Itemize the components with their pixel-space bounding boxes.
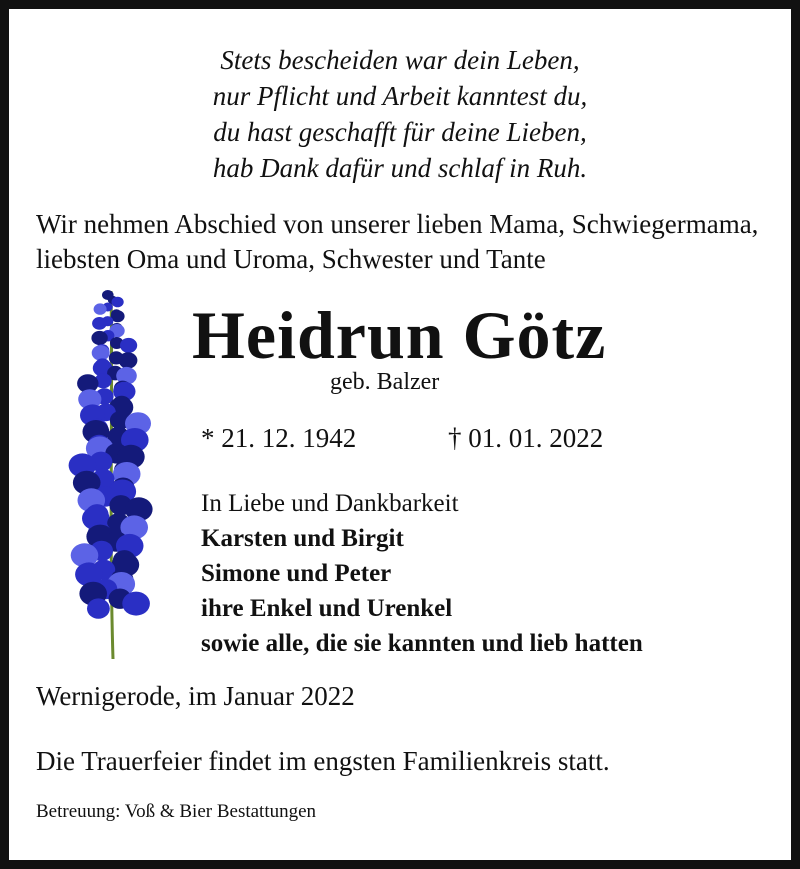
flower-petal bbox=[119, 352, 138, 368]
place-date: Wernigerode, im Januar 2022 bbox=[36, 681, 355, 711]
deceased-name: Heidrun Götz bbox=[192, 297, 607, 373]
undertaker-credit: Betreuung: Voß & Bier Bestattungen bbox=[36, 801, 317, 822]
mourner-name: Simone und Peter bbox=[201, 560, 392, 587]
flower-petal bbox=[92, 317, 107, 330]
flower-petal bbox=[94, 303, 107, 314]
flower-petal bbox=[91, 331, 107, 345]
funeral-note: Die Trauerfeier findet im engsten Familienkreis statt. bbox=[36, 746, 610, 776]
birth-date: * 21. 12. 1942 bbox=[201, 423, 357, 453]
poem-line: Stets bescheiden war dein Leben, bbox=[220, 45, 580, 75]
flower-petal bbox=[120, 338, 137, 353]
poem-line: nur Pflicht und Arbeit kanntest du, bbox=[212, 81, 588, 111]
mourner-name: sowie alle, die sie kannten und lieb hatten bbox=[201, 630, 643, 657]
maiden-name: geb. Balzer bbox=[330, 369, 440, 395]
flower-petal bbox=[87, 598, 110, 618]
farewell-text: liebsten Oma und Uroma, Schwester und Tante bbox=[36, 244, 546, 274]
mourners-intro: In Liebe und Dankbarkeit bbox=[201, 490, 459, 517]
poem-line: hab Dank dafür und schlaf in Ruh. bbox=[212, 153, 588, 183]
flower-petal bbox=[122, 592, 150, 616]
flower-petal bbox=[92, 345, 110, 361]
mourner-name: Karsten und Birgit bbox=[201, 525, 404, 552]
death-date: † 01. 01. 2022 bbox=[448, 423, 604, 453]
poem-line: du hast geschafft für deine Lieben, bbox=[213, 117, 587, 147]
delphinium-flower-icon bbox=[61, 281, 161, 661]
mourner-name: ihre Enkel und Urenkel bbox=[201, 595, 453, 622]
flower-petal bbox=[112, 297, 124, 308]
farewell-text: Wir nehmen Abschied von unserer lieben Mama, Schwiegermama, bbox=[36, 209, 759, 239]
